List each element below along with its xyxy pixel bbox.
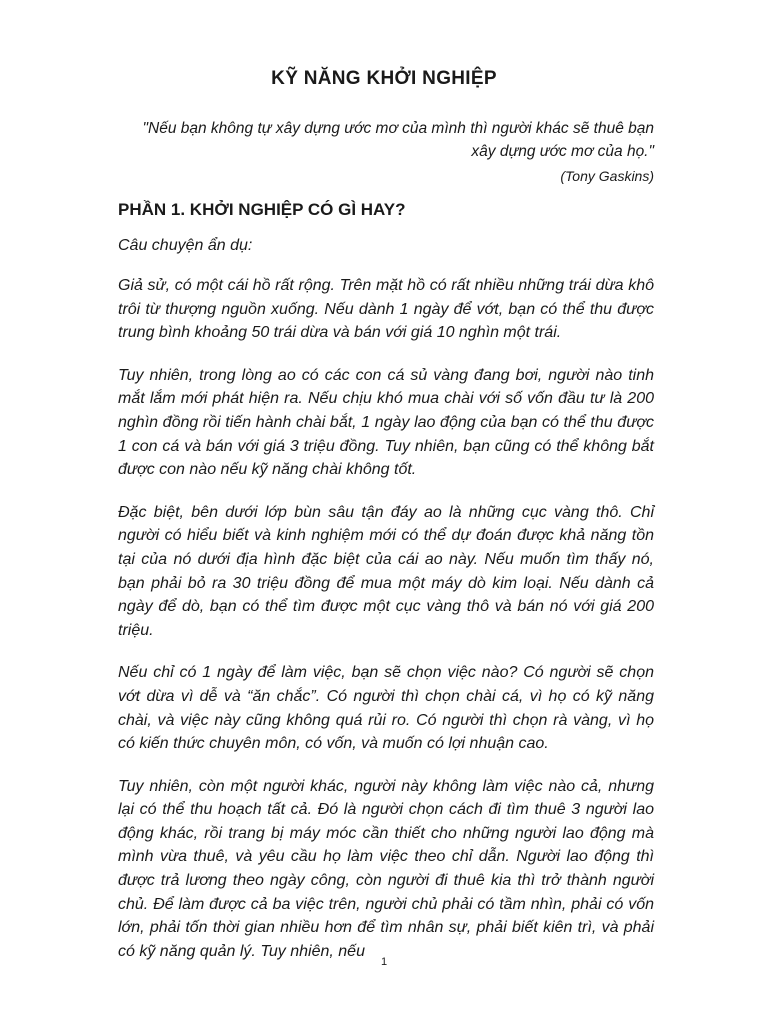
story-intro: Câu chuyện ẩn dụ: [118,237,253,254]
page-number: 1 [380,956,388,968]
section-heading: PHẦN 1. KHỞI NGHIỆP CÓ GÌ HAY? [118,200,406,219]
epigraph-quote [118,118,654,188]
paragraph: Tuy nhiên, trong lòng ao có các con cá sủ vàng đang bơi, người nào tinh mắt lắm mới phát hiện ra. Nếu chịu khó mua chài với số vốn đầu tư là 200 nghìn đồng rồi tiến hành chài bắt, 1 ngày lao động của bạn có thể thu được 1 con cá và bán với giá 3 triệu đồng. Tuy nhiên, bạn cũng có thể không bắt được con nào nếu kỹ năng chài không tốt. [118,366,654,479]
body-text [118,274,654,982]
quote-text: "Nếu bạn không tự xây dựng ước mơ của mình thì người khác sẽ thuê bạn xây dựng ước mơ của họ." [142,120,654,160]
paragraph: Đặc biệt, bên dưới lớp bùn sâu tận đáy ao là những cục vàng thô. Chỉ người có hiểu biết và kinh nghiệm mới có thể dự đoán được khả năng tồn tại của nó dưới địa hình đặc biệt của cái ao này. Nếu muốn tìm thấy nó, bạn phải bỏ ra 30 triệu đồng để mua một máy dò kim loại. Nếu dành cả ngày để dò, bạn có thể tìm được một cục vàng thô và bán nó với giá 200 triệu. [118,503,654,639]
paragraph: Tuy nhiên, còn một người khác, người này không làm việc nào cả, nhưng lại có thể thu hoạch tất cả. Đó là người chọn cách đi tìm thuê 3 người lao động khác, rồi trang bị máy móc cần thiết cho những người lao động mà mình vừa thuê, và yêu cầu họ làm việc theo chỉ dẫn. Người lao động thì được trả lương theo ngày công, còn người đi thuê kia thì trở thành người chủ. Để làm được cả ba việc trên, người chủ phải có tầm nhìn, phải có vốn lớn, phải tốn thời gian nhiều hơn để tìm nhân sự, phải biết kiên trì, và phải có kỹ năng quản lý. Tuy nhiên, nếu [118,777,654,960]
paragraph: Giả sử, có một cái hồ rất rộng. Trên mặt hồ có rất nhiều những trái dừa khô trôi từ thượng nguồn xuống. Nếu dành 1 ngày để vớt, bạn có thể thu được trung bình khoảng 50 trái dừa và bán với giá 10 nghìn một trái. [118,277,654,342]
document-title: KỸ NĂNG KHỞI NGHIỆP [271,68,497,89]
quote-author: (Tony Gaskins) [560,168,654,184]
paragraph: Nếu chỉ có 1 ngày để làm việc, bạn sẽ chọn việc nào? Có người sẽ chọn vớt dừa vì dễ và “ăn chắc”. Có người thì chọn chài cá, vì họ có kỹ năng chài, và việc này cũng không quá rủi ro. Có người thì chọn rà vàng, vì họ có kiến thức chuyên môn, có vốn, và muốn có lợi nhuận cao. [118,664,654,753]
